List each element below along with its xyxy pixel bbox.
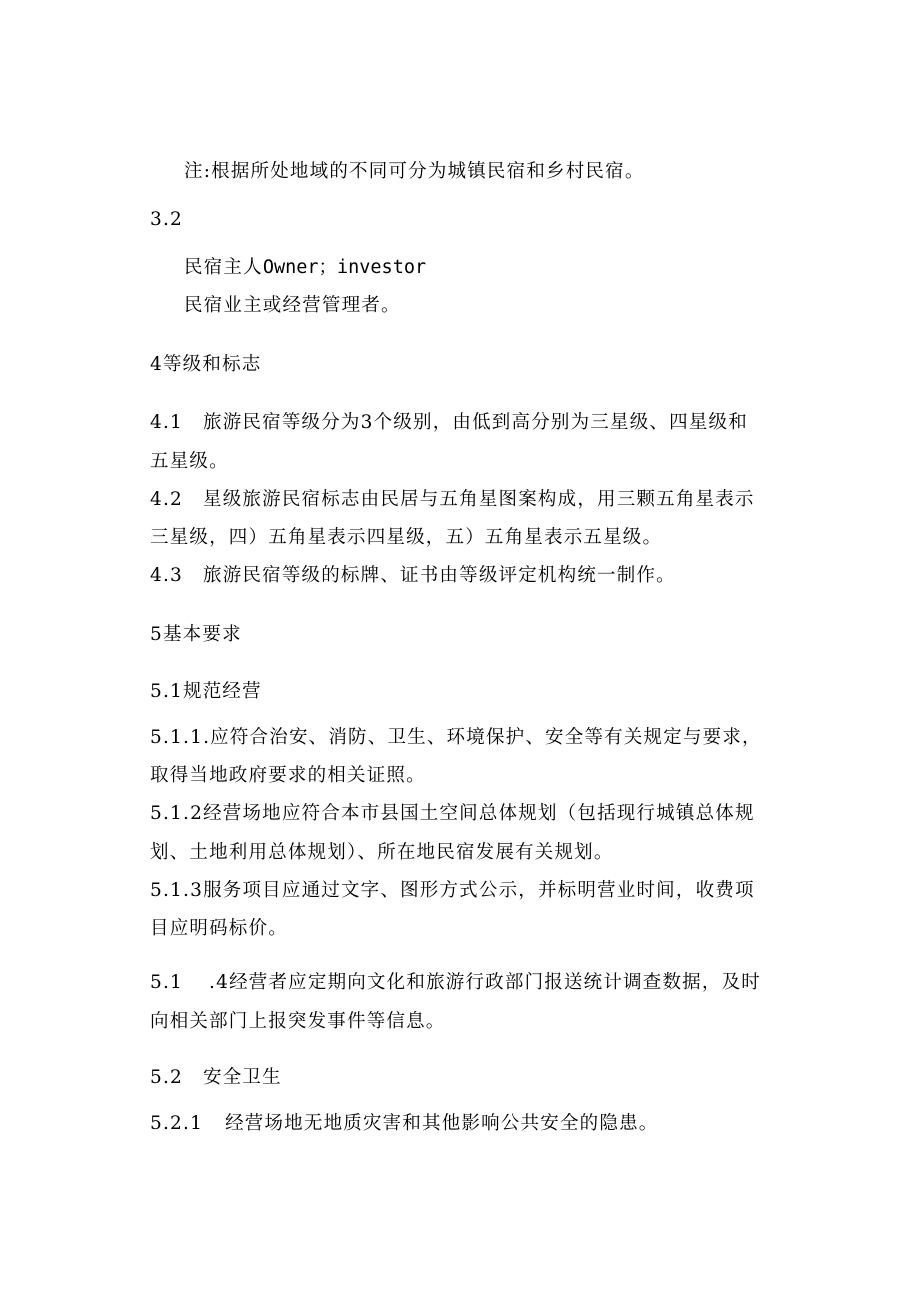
section-5-1-4-number: 5.1 [150, 972, 184, 993]
section-5-1-2-line2: 划、土地利用总体规划）、所在地民宿发展有关规划。 [150, 842, 614, 863]
section-5-heading: 5基本要求 [150, 624, 242, 645]
section-4-1-number: 4.1 [150, 412, 184, 433]
term-english: Owner；investor [262, 257, 427, 278]
section-5-2-heading: 5.2 安全卫生 [150, 1067, 282, 1088]
term-chinese: 民宿主人 [184, 257, 263, 278]
section-3-2-number: 3.2 [150, 209, 184, 230]
section-5-1-1-line2: 取得当地政府要求的相关证照。 [150, 765, 426, 786]
section-3-2-definition: 民宿业主或经营管理者。 [184, 295, 401, 316]
section-4-heading: 4等级和标志 [150, 354, 262, 375]
section-4-1-line1: 4.1 旅游民宿等级分为3个级别，由低到高分别为三星级、四星级和 [150, 412, 748, 433]
section-4-2-number: 4.2 [150, 489, 184, 510]
section-4-3-line1: 4.3 旅游民宿等级的标牌、证书由等级评定机构统一制作。 [150, 565, 676, 586]
section-4-2-line2: 三星级，四）五角星表示四星级，五）五角星表示五星级。 [150, 527, 663, 548]
section-4-1-line2: 五星级。 [150, 451, 229, 472]
section-4-3-number: 4.3 [150, 565, 184, 586]
section-5-1-1-line1: 5.1.1.应符合治安、消防、卫生、环境保护、安全等有关规定与要求， [150, 727, 762, 748]
section-3-2-term [184, 256, 426, 280]
section-5-1-2-line1: 5.1.2经营场地应符合本市县国土空间总体规划（包括现行城镇总体规 [150, 803, 755, 824]
section-5-1-heading: 5.1规范经营 [150, 681, 262, 702]
section-5-1-3-line1: 5.1.3服务项目应通过文字、图形方式公示，并标明营业时间，收费项 [150, 880, 755, 901]
section-5-2-1-line1: 5.2.1 经营场地无地质灾害和其他影响公共安全的隐患。 [150, 1113, 659, 1134]
note-3-1: 注:根据所处地域的不同可分为城镇民宿和乡村民宿。 [184, 161, 645, 182]
section-5-2-1-number: 5.2.1 [150, 1113, 204, 1134]
section-5-1-4-line1: 5.1 .4经营者应定期向文化和旅游行政部门报送统计调查数据，及时 [150, 972, 761, 993]
section-5-2-number: 5.2 [150, 1067, 184, 1088]
section-5-1-3-line2: 目应明码标价。 [150, 918, 288, 939]
section-5-1-4-line2: 向相关部门上报突发事件等信息。 [150, 1011, 446, 1032]
section-4-2-line1: 4.2 星级旅游民宿标志由民居与五角星图案构成，用三颗五角星表示 [150, 489, 755, 510]
